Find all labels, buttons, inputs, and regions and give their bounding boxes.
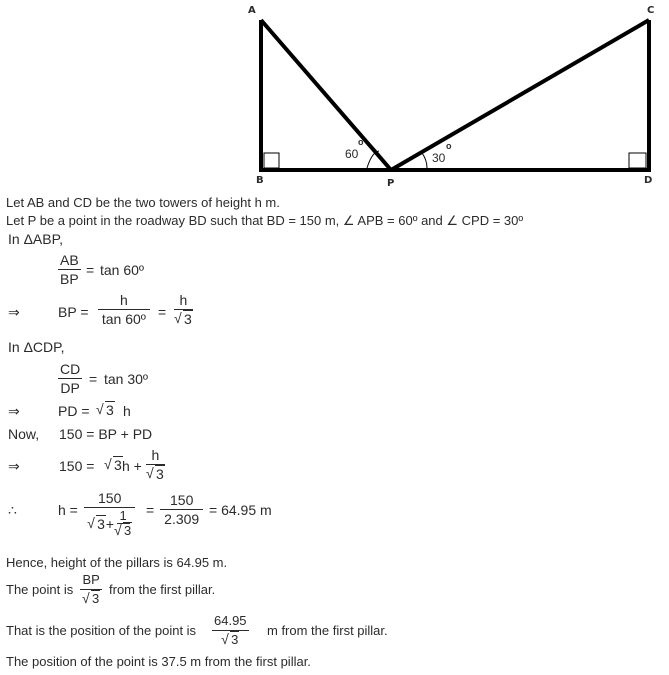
frac-num: 64.95 xyxy=(212,613,249,631)
frac-den: tan 60º xyxy=(101,311,146,327)
label-c: C xyxy=(647,5,655,16)
that-is-text: That is the position of the point is xyxy=(6,623,197,638)
frac-den xyxy=(144,465,167,482)
radicand: 3 xyxy=(231,632,239,647)
m-from-first-text: m from the first pillar. xyxy=(267,623,388,638)
frac-cd-dp xyxy=(58,361,82,396)
frac-den: 2.309 xyxy=(164,511,200,527)
right-angle-b xyxy=(264,153,279,168)
from-first-text: from the first pillar. xyxy=(109,582,216,597)
right-angle-d xyxy=(629,153,646,168)
frac-num: CD xyxy=(60,361,81,377)
in-abp: In ΔABP, xyxy=(8,231,64,247)
implies-symbol: ⇒ xyxy=(8,304,20,320)
radicand: 3 xyxy=(97,515,105,532)
label-a: A xyxy=(248,5,256,16)
angle-label-30: 30 xyxy=(432,151,446,165)
frac-den xyxy=(172,310,195,327)
tan60: tan 60º xyxy=(100,262,145,278)
bp-equals: BP = xyxy=(58,304,89,320)
degree-mark-30: o xyxy=(446,141,452,151)
frac-num: 150 xyxy=(160,492,203,510)
h-equals: h = xyxy=(58,502,78,518)
radicand: 3 xyxy=(114,457,122,473)
equals: = xyxy=(89,371,98,387)
pd-equals: PD = xyxy=(58,403,90,419)
implies-symbol: ⇒ xyxy=(8,403,20,419)
in-cdp: In ΔCDP, xyxy=(8,339,65,355)
sqrt3 xyxy=(104,457,123,473)
line-cp xyxy=(391,20,649,170)
frac-den: BP xyxy=(60,271,79,287)
angle-label-60: 60 xyxy=(345,147,359,161)
radicand: 3 xyxy=(106,402,114,418)
radicand: 3 xyxy=(184,311,192,327)
frac-h-sqrt3 xyxy=(172,292,195,327)
frac-one-sqrt3 xyxy=(114,509,132,538)
therefore-symbol: ∴ xyxy=(8,502,17,518)
equals: = xyxy=(86,262,95,278)
text-line-1: Let AB and CD be the two towers of height h m. xyxy=(6,195,280,210)
frac-num: 150 xyxy=(84,490,135,508)
radicand: 3 xyxy=(156,466,164,482)
result-value: = 64.95 m xyxy=(209,502,272,518)
frac-num: h xyxy=(146,447,166,465)
angle-arc-30 xyxy=(422,153,427,168)
h-plus: h + xyxy=(122,458,142,474)
frac-bp-sqrt3 xyxy=(80,572,102,607)
plus-sign: + xyxy=(105,515,115,532)
frac-150-complex xyxy=(84,490,135,538)
point-is-text: The point is xyxy=(6,582,74,597)
frac-den xyxy=(219,631,241,648)
equals: = xyxy=(146,502,155,518)
line-ap xyxy=(261,20,391,170)
sqrt3 xyxy=(96,402,115,418)
degree-mark-60: o xyxy=(358,137,364,147)
frac-ab-bp xyxy=(58,252,81,287)
h-variable: h xyxy=(123,403,131,419)
now-equation: 150 = BP + PD xyxy=(59,426,153,442)
label-b: B xyxy=(256,175,264,186)
frac-den: DP xyxy=(60,380,80,396)
frac-num: AB xyxy=(60,252,79,268)
frac-den xyxy=(85,508,134,538)
frac-h-tan60 xyxy=(98,292,150,327)
label-p: P xyxy=(387,178,395,189)
frac-num: 1 xyxy=(117,509,130,524)
towers-diagram xyxy=(0,0,669,200)
frac-150-2309 xyxy=(160,492,203,527)
text-line-2: Let P be a point in the roadway BD such that BD = 150 m, ∠ APB = 60º and ∠ CPD = 30º xyxy=(6,213,524,228)
frac-den xyxy=(80,590,102,607)
radicand: 3 xyxy=(92,591,100,606)
eq-150: 150 = xyxy=(59,458,95,474)
now-label: Now, xyxy=(8,426,40,442)
frac-num: BP xyxy=(80,572,101,590)
frac-num: h xyxy=(174,292,194,310)
label-d: D xyxy=(644,175,653,186)
equals: = xyxy=(158,304,167,320)
frac-num: h xyxy=(98,292,150,310)
radicand: 3 xyxy=(124,523,132,538)
implies-symbol: ⇒ xyxy=(8,458,20,474)
frac-den xyxy=(114,524,132,538)
hence-line: Hence, height of the pillars is 64.95 m. xyxy=(6,555,228,570)
frac-6495-sqrt3 xyxy=(212,613,249,648)
final-line: The position of the point is 37.5 m from the first pillar. xyxy=(6,654,311,669)
tan30: tan 30º xyxy=(104,371,149,387)
frac-h-sqrt3 xyxy=(144,447,167,482)
